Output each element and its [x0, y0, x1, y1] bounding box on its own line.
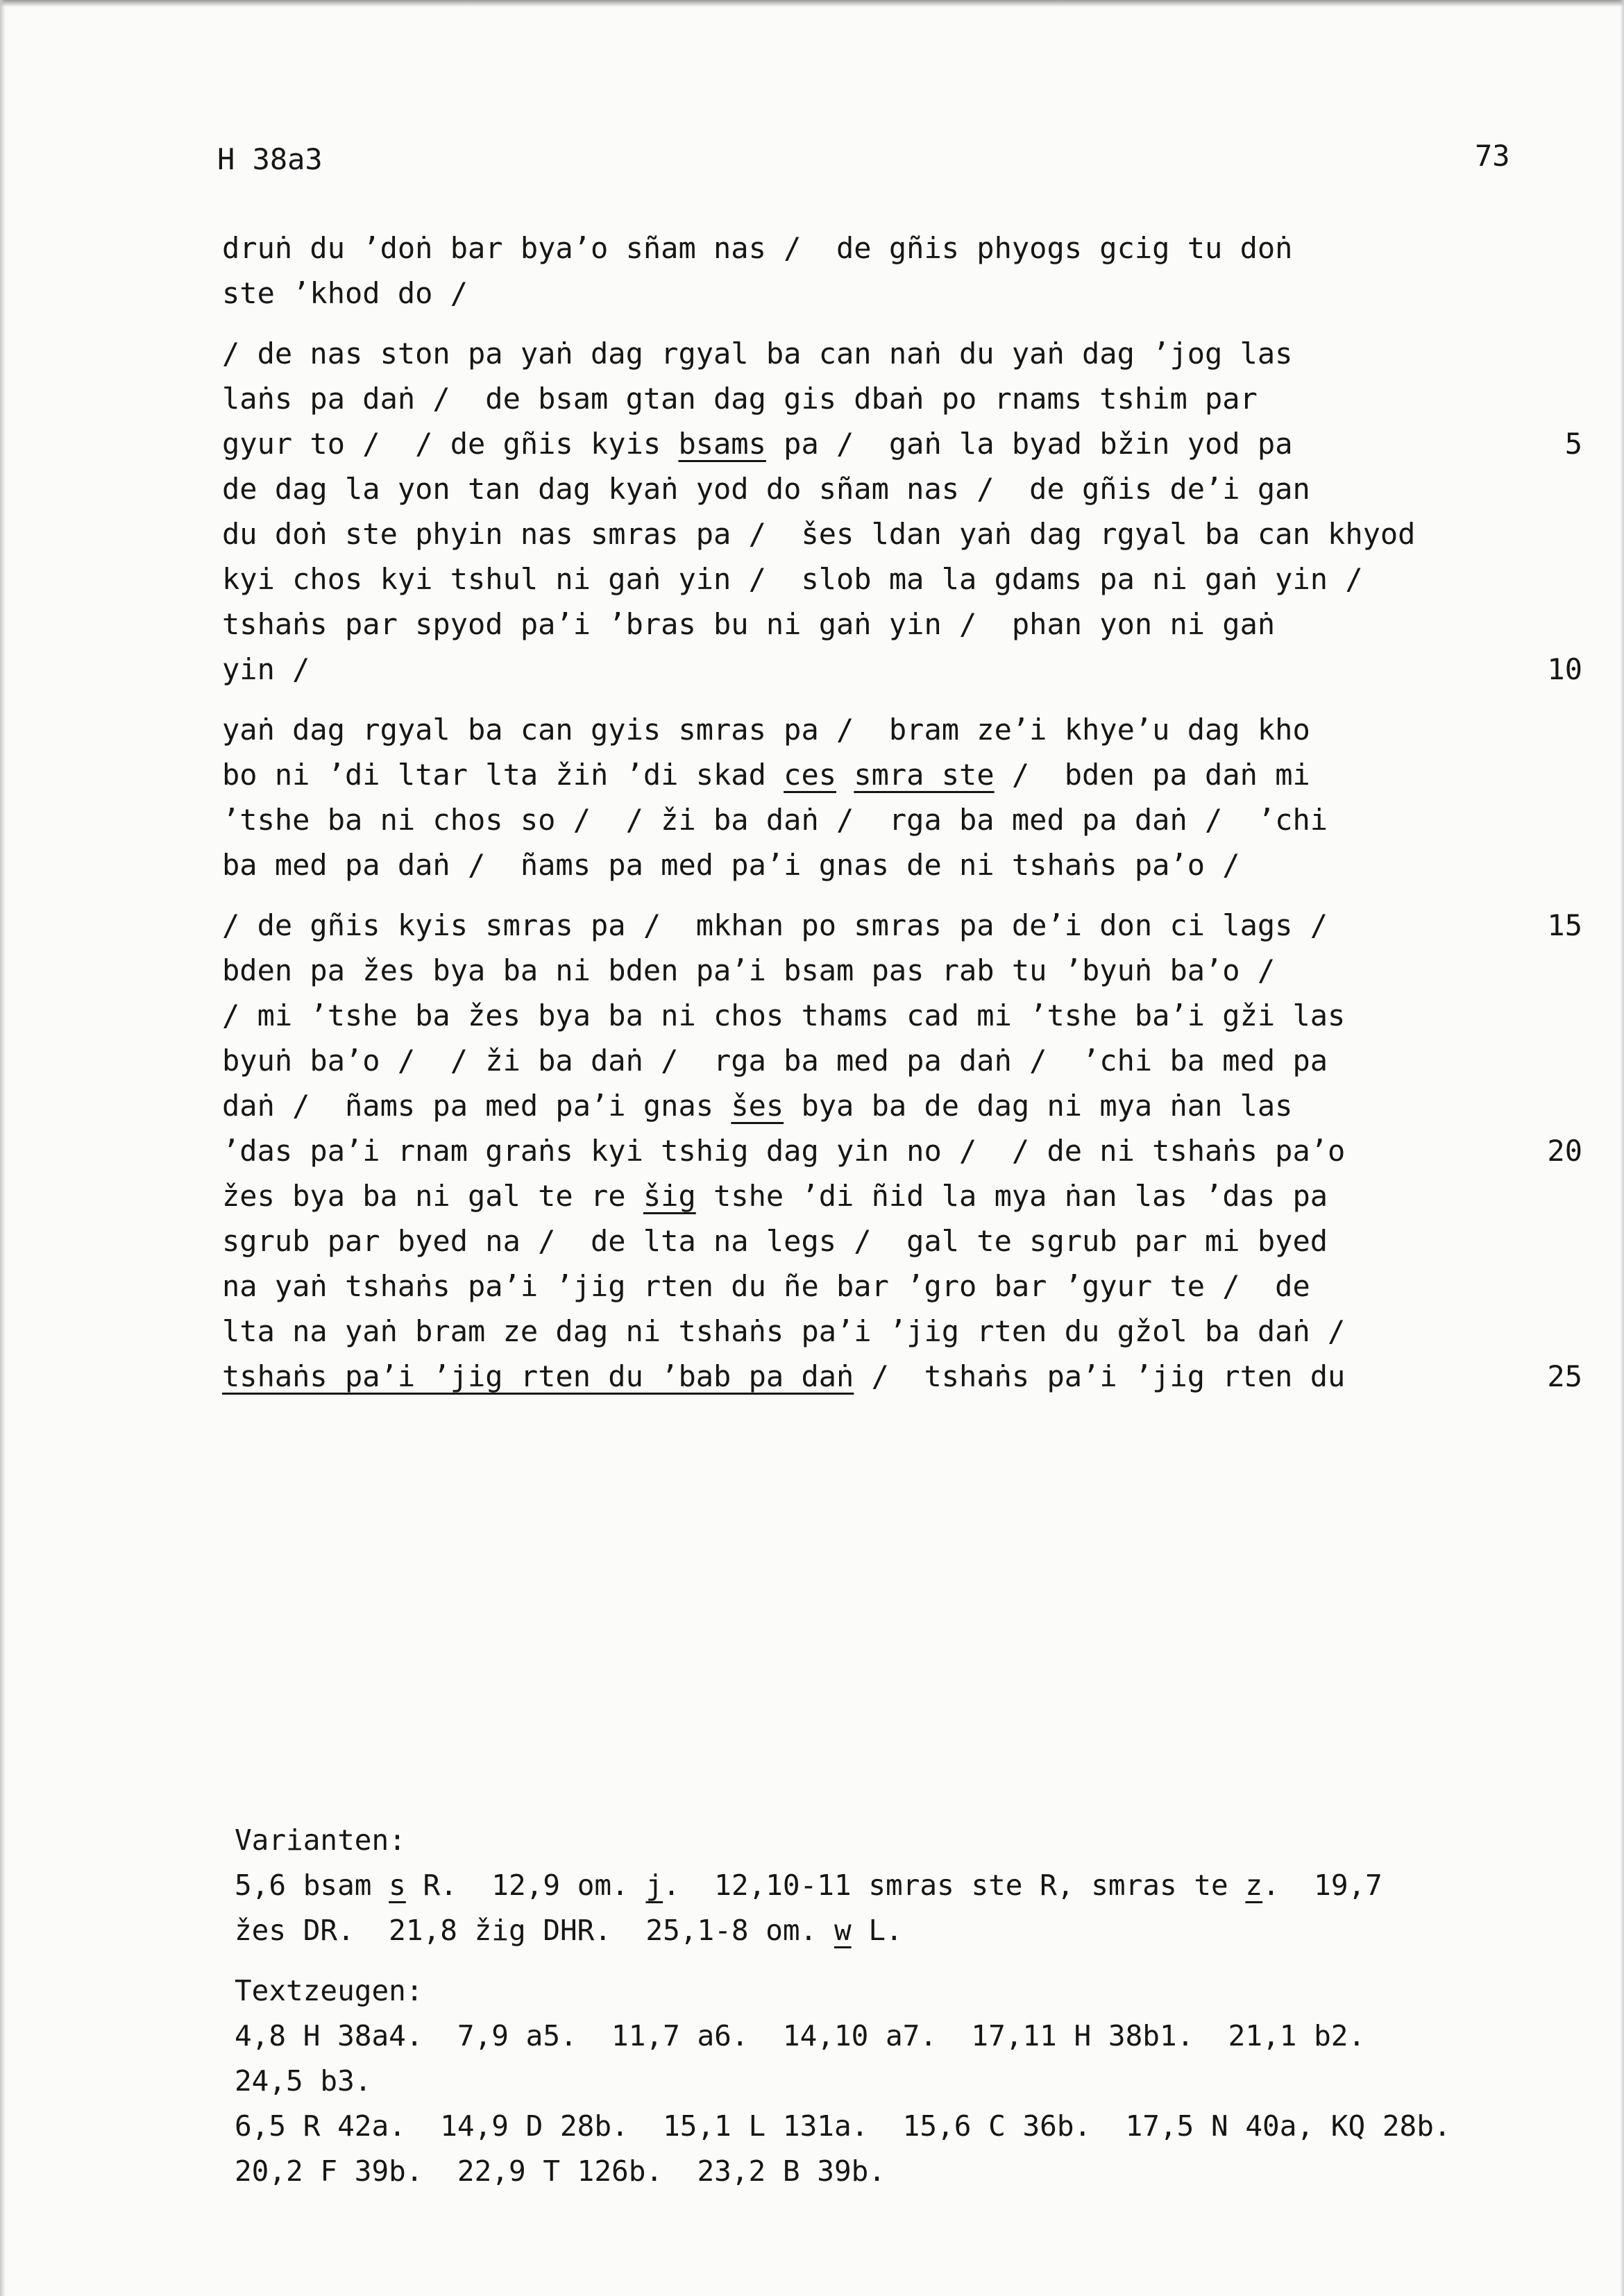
varianten-heading: Varianten: [235, 1823, 406, 1857]
line-number: 25 [1547, 1359, 1582, 1393]
text-segment [836, 758, 854, 792]
text-line [222, 1083, 1444, 1128]
text-line [222, 1128, 1582, 1173]
line-number: 15 [1547, 908, 1582, 942]
varianten-line [235, 1863, 1588, 1908]
text-segment: žes DR. 21,8 žig DHR. 25,1-8 om. [235, 1914, 834, 1947]
text-segment: kyi chos kyi tshul ni gaṅ yin / slob ma la gdams pa ni gaṅ yin / [222, 562, 1363, 596]
underlined-word: šig [643, 1179, 696, 1213]
varianten-line [235, 1908, 1588, 1953]
text-segment: ’tshe ba ni chos so / / ži ba daṅ / rga ba med pa daṅ / ’chi [222, 803, 1328, 837]
textzeugen-line [235, 2104, 1588, 2149]
text-line [222, 556, 1444, 602]
line-number: 10 [1547, 652, 1582, 686]
text-line [222, 226, 1444, 271]
text-line [222, 466, 1444, 511]
paragraph [222, 903, 1582, 1399]
text-line [222, 842, 1444, 887]
line-number: 20 [1547, 1134, 1582, 1168]
text-segment: . 19,7 [1262, 1869, 1382, 1902]
text-segment: tshe ’di ñid la mya ṅan las ’das pa [695, 1179, 1328, 1213]
text-segment: / bden pa daṅ mi [994, 758, 1310, 792]
text-line [222, 1173, 1444, 1218]
varianten-section [235, 1818, 1588, 1953]
text-line [222, 511, 1444, 556]
text-line [222, 993, 1444, 1038]
text-segment: . 12,10-11 smras ste R, smras te [663, 1869, 1246, 1902]
text-segment: 24,5 b3. [235, 2064, 372, 2098]
text-segment: / mi ’tshe ba žes bya ba ni chos thams cad mi ’tshe ba’i gži las [222, 998, 1346, 1032]
text-segment: yin / [222, 652, 310, 686]
underlined-word: bsams [678, 427, 766, 461]
text-segment: tshaṅs par spyod pa’i ’bras bu ni gaṅ yin / phan yon ni gaṅ [222, 607, 1276, 641]
text-line [222, 707, 1444, 752]
text-segment: žes bya ba ni gal te re [222, 1179, 643, 1213]
text-segment: na yaṅ tshaṅs pa’i ’jig rten du ñe bar ’gro bar ’gyur te / de [222, 1269, 1310, 1303]
page-number: 73 [1475, 139, 1510, 173]
text-segment: lta na yaṅ bram ze dag ni tshaṅs pa’i ’jig rten du gžol ba daṅ / [222, 1314, 1346, 1348]
text-line [222, 421, 1582, 466]
manuscript-siglum: H 38a3 [217, 142, 323, 176]
text-line [222, 271, 1444, 316]
text-segment: sgrub par byed na / de lta na legs / gal te sgrub par mi byed [222, 1224, 1328, 1258]
underlined-word: ces [784, 758, 837, 792]
text-segment: L. [851, 1914, 903, 1947]
text-segment: R. 12,9 om. [405, 1869, 646, 1902]
text-segment: / de nas ston pa yaṅ dag rgyal ba can naṅ du yaṅ dag ’jog las [222, 337, 1293, 371]
underlined-word: šes [731, 1089, 784, 1123]
underlined-word: w [834, 1914, 852, 1947]
line-number: 5 [1564, 427, 1582, 461]
text-segment: byuṅ ba’o / / ži ba daṅ / rga ba med pa daṅ / ’chi ba med pa [222, 1044, 1328, 1078]
text-segment: de dag la yon tan dag kyaṅ yod do sñam nas / de gñis de’i gan [222, 472, 1310, 506]
text-segment: / de gñis kyis smras pa / mkhan po smras pa de’i don ci lags / [222, 908, 1328, 942]
text-line [222, 647, 1582, 692]
paragraph [222, 707, 1444, 887]
text-segment: gyur to / / de gñis kyis [222, 427, 679, 461]
text-line [222, 948, 1444, 993]
paragraph [222, 331, 1582, 692]
underlined-word: j [645, 1869, 663, 1902]
text-segment: pa / gaṅ la byad bžin yod pa [766, 427, 1293, 461]
textzeugen-section [235, 1968, 1588, 2194]
text-segment: ’das pa’i rnam graṅs kyi tshig dag yin no / / de ni tshaṅs pa’o [222, 1134, 1346, 1168]
underlined-word: s [389, 1869, 406, 1902]
underlined-word: tshaṅs pa’i ’jig rten du ’bab pa daṅ [222, 1359, 854, 1393]
scan-edge-top [0, 0, 1624, 7]
text-segment: 20,2 F 39b. 22,9 T 126b. 23,2 B 39b. [235, 2154, 886, 2188]
text-line [222, 1038, 1444, 1083]
text-line [222, 797, 1444, 842]
text-segment: 4,8 H 38a4. 7,9 a5. 11,7 a6. 14,10 a7. 17,11 H 38b1. 21,1 b2. [235, 2019, 1366, 2052]
text-segment: druṅ du ’doṅ bar bya’o sñam nas / de gñis phyogs gcig tu doṅ [222, 231, 1293, 265]
text-segment: 6,5 R 42a. 14,9 D 28b. 15,1 L 131a. 15,6 C 36b. 17,5 N 40a, KQ 28b. [235, 2109, 1451, 2143]
text-line [222, 376, 1444, 421]
text-line [222, 752, 1444, 797]
text-segment: bo ni ’di ltar lta žiṅ ’di skad [222, 758, 784, 792]
text-line [222, 602, 1444, 647]
textzeugen-heading: Textzeugen: [235, 1974, 423, 2007]
text-segment: bden pa žes bya ba ni bden pa’i bsam pas rab tu ’byuṅ ba’o / [222, 953, 1276, 987]
text-line [222, 1264, 1444, 1309]
textzeugen-line [235, 2014, 1588, 2059]
textzeugen-line [235, 2149, 1588, 2194]
varianten-lines [235, 1863, 1588, 1953]
text-line [222, 1218, 1444, 1264]
textzeugen-lines [235, 2014, 1588, 2194]
text-line [222, 331, 1444, 376]
text-line [222, 1354, 1582, 1399]
scan-edge-left [0, 0, 6, 2296]
text-segment: bya ba de dag ni mya ṅan las [784, 1089, 1293, 1123]
underlined-word: z [1245, 1869, 1263, 1902]
text-line [222, 903, 1582, 948]
text-segment: laṅs pa daṅ / de bsam gtan dag gis dbaṅ po rnams tshim par [222, 382, 1258, 416]
text-segment: 5,6 bsam [235, 1869, 389, 1902]
text-segment: / tshaṅs pa’i ’jig rten du [854, 1359, 1346, 1393]
text-segment: ste ’khod do / [222, 276, 468, 310]
critical-apparatus [235, 1818, 1588, 2209]
main-text [222, 226, 1582, 1414]
text-segment: daṅ / ñams pa med pa’i gnas [222, 1089, 731, 1123]
text-line [222, 1309, 1444, 1354]
textzeugen-line [235, 2059, 1588, 2104]
scan-edge-right [1620, 0, 1624, 2296]
text-segment: yaṅ dag rgyal ba can gyis smras pa / bram ze’i khye’u dag kho [222, 713, 1310, 747]
underlined-word: smra ste [854, 758, 995, 792]
text-segment: du doṅ ste phyin nas smras pa / šes ldan yaṅ dag rgyal ba can khyod [222, 517, 1416, 551]
text-segment: ba med pa daṅ / ñams pa med pa’i gnas de ni tshaṅs pa’o / [222, 848, 1240, 882]
paragraph [222, 226, 1444, 316]
